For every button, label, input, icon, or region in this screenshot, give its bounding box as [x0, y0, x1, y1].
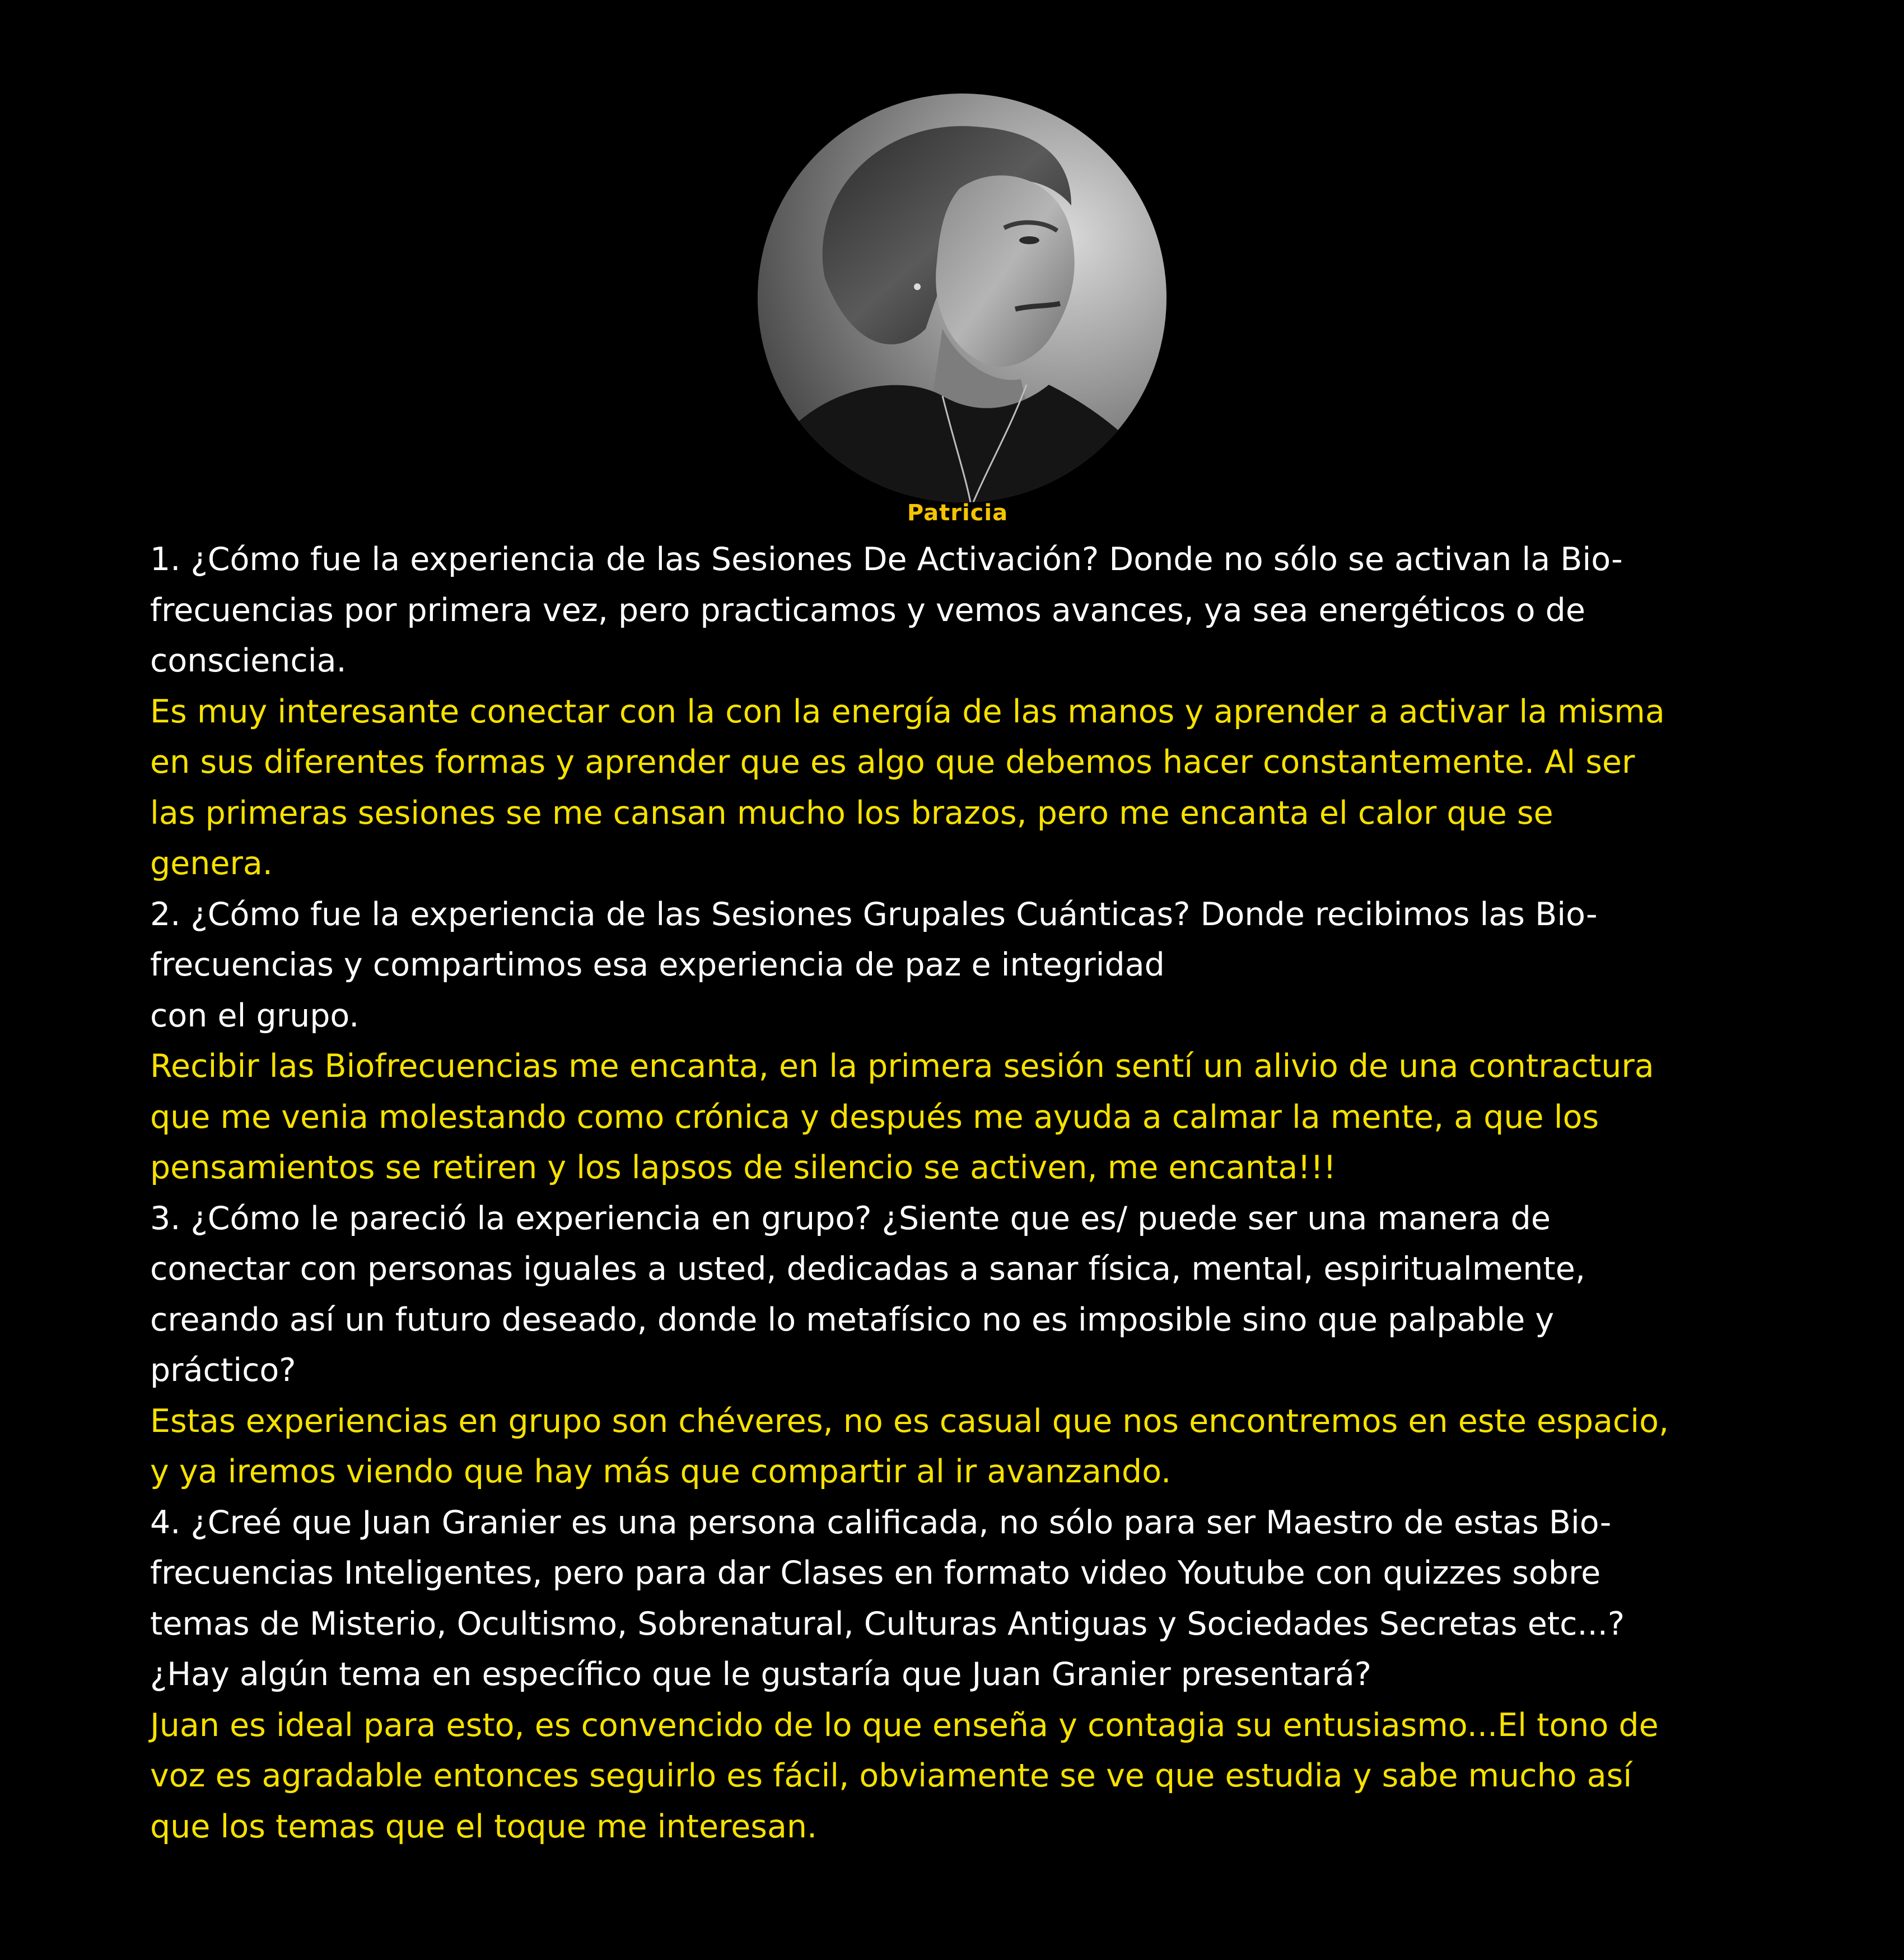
question-line: conectar con personas iguales a usted, dedicadas a sanar física, mental, espiritualmente, — [150, 1250, 1585, 1287]
question-line: 3. ¿Cómo le pareció la experiencia en grupo? ¿Siente que es/ puede ser una manera de — [150, 1200, 1551, 1237]
answer-3 — [150, 1396, 1774, 1497]
answer-line: genera. — [150, 845, 273, 882]
question-line: 2. ¿Cómo fue la experiencia de las Sesiones Grupales Cuánticas? Donde recibimos las Bio- — [150, 895, 1598, 933]
question-line: frecuencias por primera vez, pero practicamos y vemos avances, ya sea energéticos o de — [150, 591, 1585, 629]
question-line: práctico? — [150, 1352, 296, 1389]
profile-photo — [758, 94, 1166, 502]
answer-1 — [150, 687, 1774, 889]
answer-line: las primeras sesiones se me cansan mucho los brazos, pero me encanta el calor que se — [150, 794, 1553, 832]
answer-line: que los temas que el toque me interesan. — [150, 1808, 818, 1845]
answer-line: pensamientos se retiren y los lapsos de silencio se activen, me encanta!!! — [150, 1149, 1336, 1186]
answer-line: Es muy interesante conectar con la con la energía de las manos y aprender a activar la misma — [150, 693, 1665, 730]
question-line: frecuencias y compartimos esa experiencia de paz e integridad — [150, 946, 1165, 983]
profile-name: Patricia — [907, 500, 1009, 526]
testimonial-text — [150, 534, 1774, 1852]
question-line: con el grupo. — [150, 997, 360, 1034]
answer-line: Juan es ideal para esto, es convencido de lo que enseña y contagia su entusiasmo...El tono de — [150, 1706, 1659, 1744]
answer-2 — [150, 1041, 1774, 1193]
question-3 — [150, 1193, 1774, 1396]
answer-4 — [150, 1700, 1774, 1852]
question-line: frecuencias Inteligentes, pero para dar Clases en formato video Youtube con quizzes sobre — [150, 1555, 1601, 1592]
question-1 — [150, 534, 1774, 687]
answer-line: y ya iremos viendo que hay más que compartir al ir avanzando. — [150, 1453, 1172, 1490]
answer-line: que me venia molestando como crónica y después me ayuda a calmar la mente, a que los — [150, 1098, 1599, 1136]
question-line: consciencia. — [150, 642, 347, 679]
portrait-image — [758, 94, 1166, 502]
answer-line: en sus diferentes formas y aprender que es algo que debemos hacer constantemente. Al ser — [150, 744, 1635, 781]
question-line: 1. ¿Cómo fue la experiencia de las Sesiones De Activación? Donde no sólo se activan la Bio- — [150, 541, 1623, 578]
answer-line: Recibir las Biofrecuencias me encanta, en la primera sesión sentí un alivio de una contractura — [150, 1048, 1654, 1085]
question-line: ¿Hay algún tema en específico que le gustaría que Juan Granier presentará? — [150, 1656, 1372, 1693]
answer-line: voz es agradable entonces seguirlo es fácil, obviamente se ve que estudia y sabe mucho así — [150, 1757, 1632, 1794]
question-line: 4. ¿Creé que Juan Granier es una persona calificada, no sólo para ser Maestro de estas Bio- — [150, 1504, 1612, 1541]
question-2 — [150, 889, 1774, 1042]
answer-line: Estas experiencias en grupo son chéveres, no es casual que nos encontremos en este espacio, — [150, 1402, 1669, 1440]
question-line: temas de Misterio, Ocultismo, Sobrenatural, Culturas Antiguas y Sociedades Secretas etc...? — [150, 1605, 1625, 1642]
question-line: creando así un futuro deseado, donde lo metafísico no es imposible sino que palpable y — [150, 1301, 1555, 1338]
question-4 — [150, 1497, 1774, 1700]
